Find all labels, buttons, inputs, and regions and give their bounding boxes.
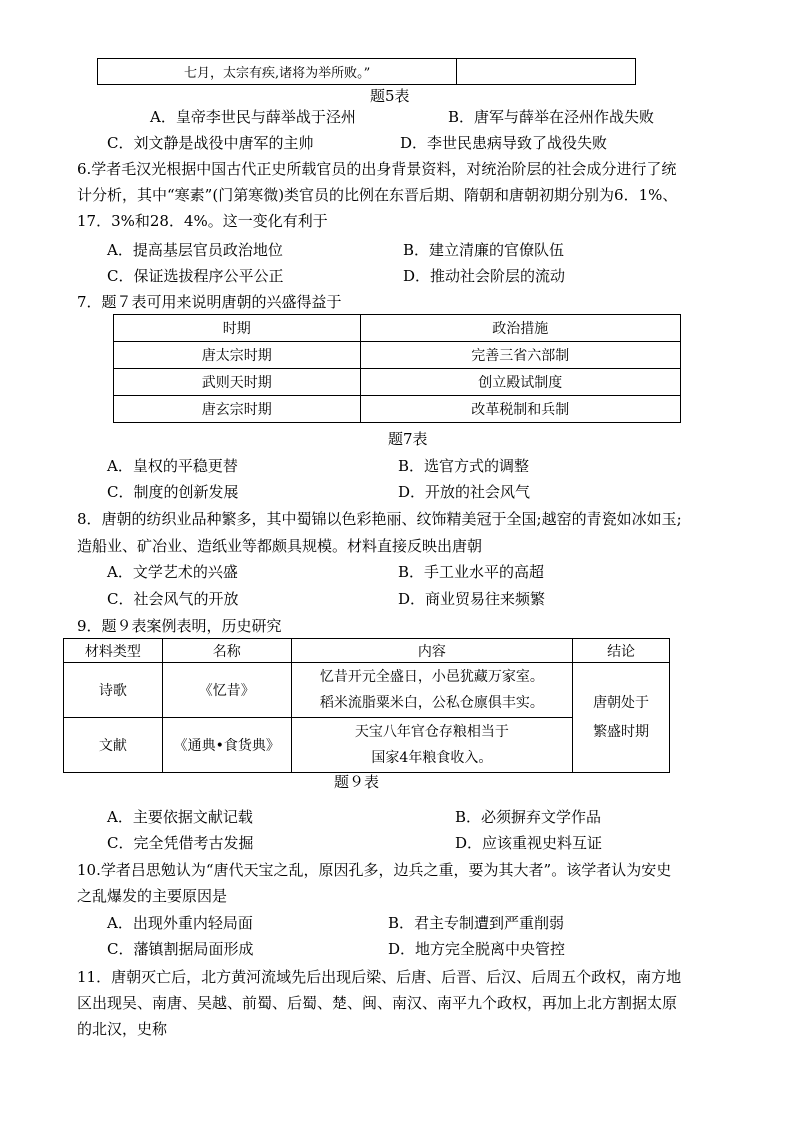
q8-option-b: B．手工业水平的高超 bbox=[398, 563, 545, 581]
q6-option-a: A．提高基层官员政治地位 bbox=[107, 241, 283, 259]
q5-option-c: C．刘文静是战役中唐军的主帅 bbox=[107, 134, 314, 152]
q7-stem: 7．题７表可用来说明唐朝的兴盛得益于 bbox=[77, 293, 342, 311]
table-9-header-content: 内容 bbox=[291, 639, 573, 663]
q7-option-a: A．皇权的平稳更替 bbox=[107, 457, 238, 475]
q11-stem-line-2: 区出现吴、南唐、吴越、前蜀、后蜀、楚、闽、南汉、南平九个政权，再加上北方割据太原 bbox=[77, 994, 678, 1012]
table-5 bbox=[97, 58, 636, 85]
table-9-content-line: 忆昔开元全盛日，小邑犹藏万家室。 bbox=[319, 669, 544, 685]
q7-option-c: C．制度的创新发展 bbox=[107, 483, 239, 501]
q10-stem-line-1: 10.学者吕思勉认为“唐代天宝之乱，原因孔多，边兵之重，要为其大者”。该学者认为安史 bbox=[77, 861, 672, 879]
table-9-content-line: 国家4年粮食收入。 bbox=[371, 750, 493, 766]
q6-option-b: B．建立清廉的官僚队伍 bbox=[403, 241, 565, 259]
table-9 bbox=[63, 638, 670, 773]
table-5-cell: 七月，太宗有疾,诸将为举所败。” bbox=[98, 59, 457, 85]
q10-option-d: D．地方完全脱离中央管控 bbox=[388, 940, 566, 958]
table-9-header-type: 材料类型 bbox=[64, 639, 163, 663]
q8-option-a: A．文学艺术的兴盛 bbox=[107, 563, 238, 581]
table-7-caption: 题7表 bbox=[388, 430, 428, 448]
q10-option-a: A．出现外重内轻局面 bbox=[107, 914, 253, 932]
table-9-cell-content bbox=[291, 663, 573, 718]
q10-option-c: C．藩镇割据局面形成 bbox=[107, 940, 254, 958]
table-9-conclusion-line: 唐朝处于 bbox=[593, 694, 650, 711]
q6-option-d: D．推动社会阶层的流动 bbox=[403, 267, 566, 285]
q7-option-b: B．选官方式的调整 bbox=[398, 457, 530, 475]
table-9-cell-type: 诗歌 bbox=[64, 663, 163, 718]
table-9-cell-name: 《通典•食货典》 bbox=[162, 718, 291, 773]
table-7-header-period: 时期 bbox=[114, 315, 361, 342]
table-7-cell: 完善三省六部制 bbox=[360, 342, 680, 369]
table-9-cell-type: 文献 bbox=[64, 718, 163, 773]
q8-stem-line-1: 8．唐朝的纺织业品种繁多，其中蜀锦以色彩艳丽、纹饰精美冠于全国;越窑的青瓷如冰如玉; bbox=[77, 510, 682, 528]
q9-option-d: D．应该重视史料互证 bbox=[455, 834, 603, 852]
q9-option-b: B．必须摒弃文学作品 bbox=[455, 808, 602, 826]
q7-option-d: D．开放的社会风气 bbox=[398, 483, 531, 501]
table-9-conclusion-line: 繁盛时期 bbox=[593, 723, 650, 740]
q5-option-d: D．李世民患病导致了战役失败 bbox=[400, 134, 608, 152]
q9-stem: 9．题９表案例表明，历史研究 bbox=[77, 617, 282, 635]
q5-option-a: A．皇帝李世民与薛举战于泾州 bbox=[150, 108, 356, 126]
table-9-cell-conclusion bbox=[573, 663, 670, 773]
table-7-header-measure: 政治措施 bbox=[360, 315, 680, 342]
table-7 bbox=[113, 314, 681, 423]
q6-stem-line-2: 计分析，其中“寒素”(门第寒微)类官员的比例在东晋后期、隋朝和唐朝初期分别为6．1%、 bbox=[77, 186, 678, 204]
table-7-cell: 武则天时期 bbox=[114, 369, 361, 396]
q8-option-d: D．商业贸易往来频繁 bbox=[398, 590, 546, 608]
table-9-header-conclusion: 结论 bbox=[573, 639, 670, 663]
table-7-cell: 唐太宗时期 bbox=[114, 342, 361, 369]
table-7-cell: 改革税制和兵制 bbox=[360, 396, 680, 423]
q6-stem-line-1: 6.学者毛汉光根据中国古代正史所载官员的出身背景资料，对统治阶层的社会成分进行了统 bbox=[77, 160, 677, 178]
q5-option-b: B．唐军与薛举在泾州作战失败 bbox=[448, 108, 655, 126]
q11-stem-line-3: 的北汉，史称 bbox=[77, 1020, 168, 1038]
table-9-header-name: 名称 bbox=[162, 639, 291, 663]
table-9-cell-name: 《忆昔》 bbox=[162, 663, 291, 718]
q6-stem-line-3: 17．3%和28．4%。这一变化有利于 bbox=[77, 212, 328, 230]
q10-option-b: B．君主专制遭到严重削弱 bbox=[388, 914, 565, 932]
table-7-cell: 唐玄宗时期 bbox=[114, 396, 361, 423]
table-9-content-line: 天宝八年官仓存粮相当于 bbox=[354, 724, 509, 740]
q9-option-a: A．主要依据文献记载 bbox=[107, 808, 253, 826]
table-9-content-line: 稻米流脂粟米白，公私仓廪俱丰实。 bbox=[319, 695, 544, 711]
q6-option-c: C．保证选拔程序公平公正 bbox=[107, 267, 284, 285]
q9-option-c: C．完全凭借考古发掘 bbox=[107, 834, 254, 852]
table-5-caption: 题5表 bbox=[370, 87, 410, 105]
q11-stem-line-1: 11．唐朝灭亡后，北方黄河流域先后出现后梁、后唐、后晋、后汉、后周五个政权，南方地 bbox=[77, 968, 682, 986]
q8-stem-line-2: 造船业、矿冶业、造纸业等都颇具规模。材料直接反映出唐朝 bbox=[77, 537, 483, 555]
table-9-cell-content bbox=[291, 718, 573, 773]
table-9-caption: 题９表 bbox=[334, 773, 380, 791]
table-7-cell: 创立殿试制度 bbox=[360, 369, 680, 396]
table-5-cell-empty bbox=[457, 59, 636, 85]
q8-option-c: C．社会风气的开放 bbox=[107, 590, 239, 608]
q10-stem-line-2: 之乱爆发的主要原因是 bbox=[77, 887, 228, 905]
